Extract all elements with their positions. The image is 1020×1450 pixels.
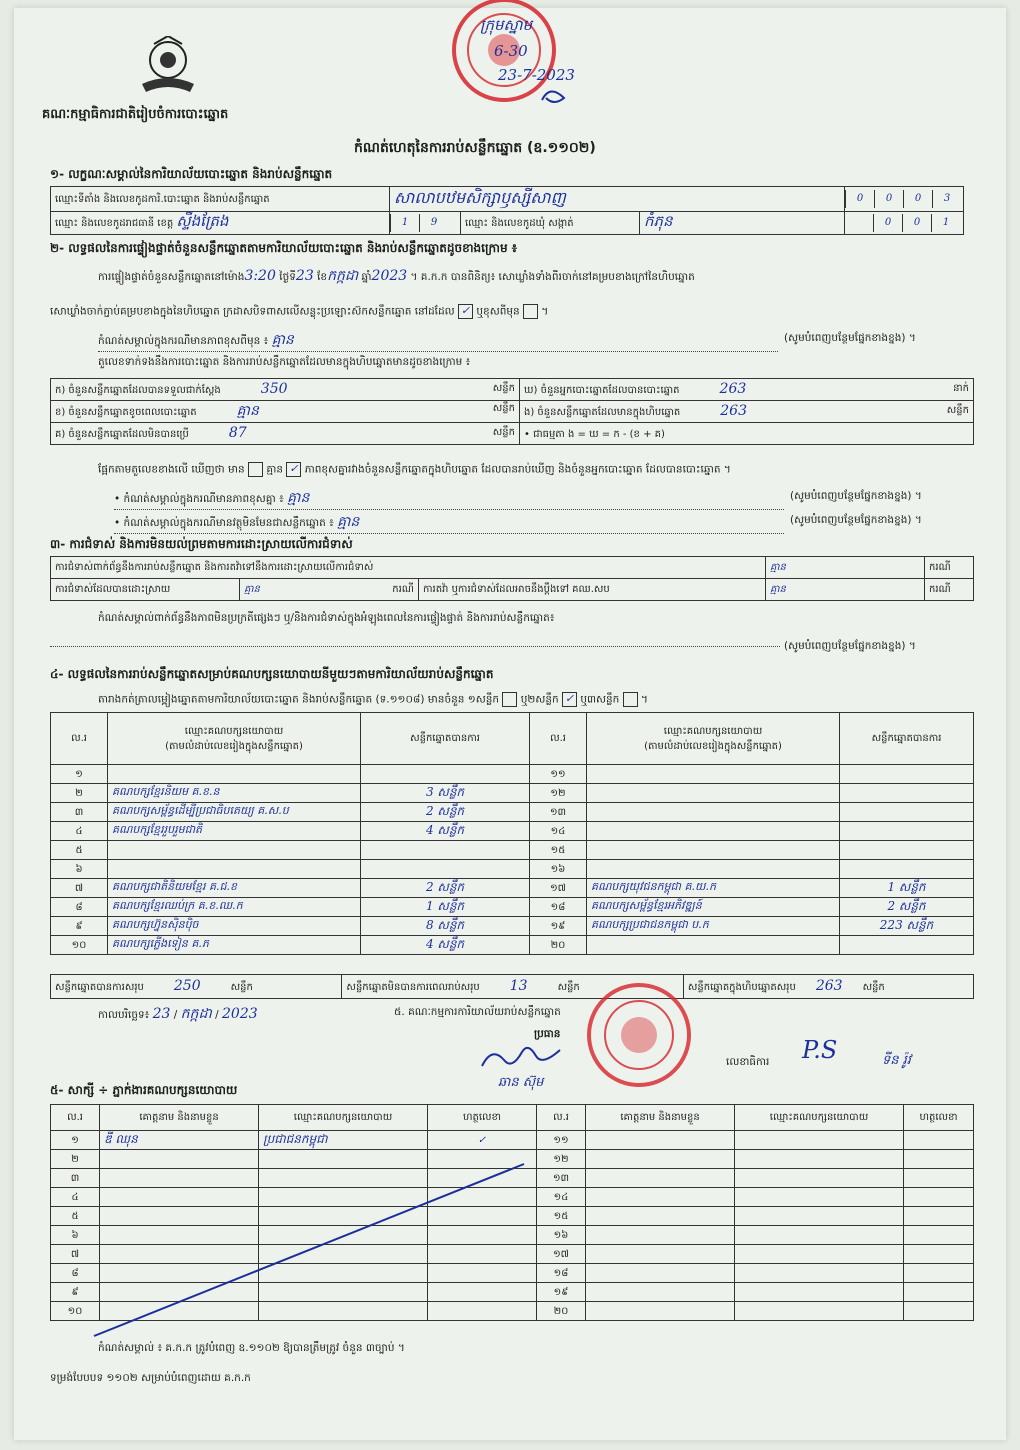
witness-signature [904, 1283, 974, 1302]
row-number: ១៨ [537, 1264, 586, 1283]
party-votes [840, 803, 974, 822]
row-number: ១៨ [530, 898, 587, 917]
code-digit: 1 [390, 214, 419, 232]
check-month: កក្កដា [327, 268, 359, 284]
count-left-cell [51, 423, 520, 445]
row-number: ១៤ [530, 822, 587, 841]
compare-line [98, 462, 978, 479]
date-month: កក្កដា [180, 1006, 212, 1022]
witness-name [586, 1226, 735, 1245]
emblem-icon [132, 36, 204, 98]
col-name: គោត្តនាម និងនាមខ្លួន [100, 1105, 259, 1131]
party-votes [840, 765, 974, 784]
code-digit: 0 [903, 190, 932, 208]
three-sheet-checkbox[interactable] [623, 692, 638, 707]
row-number: ១៩ [537, 1283, 586, 1302]
location-value: សាលាបឋមសិក្សាឫស្សីសាញ [394, 188, 566, 207]
row-number: ១៣ [537, 1169, 586, 1188]
row-number: ៦ [51, 860, 108, 879]
witness-signature [904, 1245, 974, 1264]
party-votes: 4 សន្លឹក [361, 822, 530, 841]
witness-party [735, 1283, 904, 1302]
count-row [51, 379, 974, 401]
count-unit: សន្លឹក [492, 383, 515, 394]
code-digit: 9 [419, 214, 448, 232]
row-number: ១០ [51, 936, 108, 955]
date-label: កាលបរិច្ឆេទ៖ [98, 1009, 150, 1021]
form-footer: ទម្រង់បែបបទ ១១០២ សម្រាប់បំពេញដោយ គ.ក.ក [50, 1372, 251, 1384]
location-code [845, 187, 964, 212]
note-label: កំណត់សម្គាល់ក្នុងករណីមានភាពខុសពីមុន ៖ [98, 335, 269, 347]
party-name: គណបក្សភ្លើងទៀន គ.ភ [108, 936, 361, 955]
check-paragraph-line2: សោឃ្លាំងចាក់ភ្ជាប់គម្របខាងក្នុងនៃហិបឆ្នោត ក្រដាសបិទពាសលើសន្លុះប្រឡោះស៊កសន្លឹកឆ្នោត នៅដដែល ✓ ឬខុសពីមុន ។ [50, 304, 549, 318]
chair-label: ប្រធាន [534, 1028, 561, 1040]
col-no: ល.រ [537, 1105, 586, 1131]
party-votes: 1 សន្លឹក [361, 898, 530, 917]
party-name [587, 860, 840, 879]
row-number: ១៦ [537, 1226, 586, 1245]
para-text: តារាងកត់ត្រាលម្អៀងឆ្នោតតាមការិយាល័យបោះឆ្នោត និងរាប់សន្លឹកឆ្នោត (ទ.១១០៨) មានចំនួន ១សន្លឹក [98, 693, 500, 706]
party-name [587, 765, 840, 784]
party-votes [840, 822, 974, 841]
difference-note-2 [114, 488, 784, 510]
party-name: គណបក្សប្រជាជនកម្ពុជា ប.ក [587, 917, 840, 936]
col-party-sub: (តាមលំដាប់លេខរៀងក្នុងសន្លឹកឆ្នោត) [644, 740, 782, 752]
changed-checkbox[interactable] [523, 304, 538, 319]
party-row [51, 879, 974, 898]
totals-row [50, 974, 974, 999]
section1-table [50, 186, 964, 235]
row-number: ២ [51, 784, 108, 803]
party-votes [361, 765, 530, 784]
chair-signature-icon [478, 1044, 568, 1074]
section3-heading: ៣- ការជំទាស់ និងការមិនយល់ព្រមតាមការដោះស្រាយលើការជំទាស់ [50, 537, 353, 551]
code-digit: 1 [931, 214, 960, 232]
code-digit: 0 [902, 214, 931, 232]
col-no: ល.រ [51, 713, 108, 765]
party-name [108, 841, 361, 860]
para-text: ផ្អែកតាមតួលេខខាងលើ ឃើញថា មាន [98, 463, 245, 476]
row-number: ៣ [51, 803, 108, 822]
count-label: ង) ចំនួនសន្លឹកឆ្នោតដែលមានក្នុងហិបឆ្នោត [524, 407, 681, 418]
party-name: គណបក្សសម្ព័ន្ធដើម្បីប្រជាធិបតេយ្យ គ.ស.ប [108, 803, 361, 822]
party-row [51, 841, 974, 860]
col-party-sub: (តាមលំដាប់លេខរៀងក្នុងសន្លឹកឆ្នោត) [165, 740, 303, 752]
section2-heading: ២- លទ្ធផលនៃការផ្ទៀងផ្ទាត់ចំនួនសន្លឹកឆ្នោតតាមការិយាល័យបោះឆ្នោត និងរាប់សន្លឹកឆ្នោតដូចខាងក្រោម ៖ [50, 241, 518, 255]
total-box-label: សន្លឹកឆ្នោតក្នុងហិបឆ្នោតសរុប [687, 982, 796, 993]
appeal-value: គ្មាន [766, 579, 925, 601]
row-number: ៨ [51, 1264, 100, 1283]
col-party: ឈ្មោះគណបក្សនយោបាយ [259, 1105, 428, 1131]
count-label: • ជាធម្មតា ង = ឃ = ក - (ខ + គ) [524, 429, 665, 440]
witness-party [735, 1264, 904, 1283]
witness-name [586, 1264, 735, 1283]
col-votes: សន្លឹកឆ្នោតបានការ [361, 713, 530, 765]
note-label: • កំណត់សម្គាល់ក្នុងករណីមានភាពខុសគ្នា ៖ [114, 493, 284, 505]
case-unit: ករណី [925, 579, 974, 601]
chair-name: ឆាន ស៊ុម [498, 1075, 544, 1090]
check-paragraph [98, 266, 978, 287]
party-name: គណបក្សជាតិនិយមខ្មែរ គ.ជ.ខ [108, 879, 361, 898]
count-label: គ) ចំនួនសន្លឹកឆ្នោតដែលមិនបានប្រើ [55, 429, 189, 440]
count-row [51, 401, 974, 423]
witness-signature [904, 1188, 974, 1207]
foreign-object-note [114, 512, 784, 534]
complaints-table [50, 556, 974, 601]
code-digit: 3 [932, 190, 961, 208]
section4-heading: ៤- លទ្ធផលនៃការរាប់សន្លឹកឆ្នោតសម្រាប់គណបក្សនយោបាយនីមួយៗតាមការិយាល័យរាប់សន្លឹកឆ្នោត [50, 667, 494, 681]
party-votes: 2 សន្លឹក [361, 879, 530, 898]
witness-signature: ✓ [428, 1131, 537, 1150]
party-votes: 8 សន្លឹក [361, 917, 530, 936]
witness-signature [904, 1226, 974, 1245]
party-votes [840, 841, 974, 860]
count-left-cell [51, 401, 520, 423]
commune-code [845, 212, 964, 235]
col-party-title: ឈ្មោះគណបក្សនយោបាយ [184, 725, 284, 737]
strike-line-icon [90, 1158, 530, 1338]
count-right-cell [520, 379, 974, 401]
row-number: ៧ [51, 879, 108, 898]
col-party: ឈ្មោះគណបក្សនយោបាយ [735, 1105, 904, 1131]
col-party [108, 713, 361, 765]
witness-name [586, 1207, 735, 1226]
complaint-value: គ្មាន [766, 557, 925, 579]
row-number: ១៧ [530, 879, 587, 898]
sheet-unit: សន្លឹក [230, 982, 253, 993]
witness-row [51, 1131, 974, 1150]
sheet-unit: សន្លឹក [862, 982, 885, 993]
code-digit: 0 [845, 190, 874, 208]
row-number: ១១ [537, 1131, 586, 1150]
note-value: គ្មាន [337, 514, 360, 530]
province-label: ឈ្មោះ និងលេខកូដរាជធានី ខេត្ត [55, 218, 174, 229]
resolved-value: គ្មាន [244, 584, 260, 595]
appeal-label: ការតវ៉ា ឬការជំទាស់ដែលអាចនឹងប្ដឹងទៅ គឈ.សប [419, 579, 766, 601]
party-row [51, 784, 974, 803]
party-row [51, 822, 974, 841]
row-number: ៥ [51, 1207, 100, 1226]
party-name: គណបក្សយុវជនកម្ពុជា គ.យ.ក [587, 879, 840, 898]
para-text: ។ គ.ក.ក បានពិនិត្យ៖ សោឃ្លាំងទាំងពីរចាក់នៅគម្របខាងក្រៅនៃហិបឆ្នោត [410, 271, 695, 283]
witness-name: ឌី ឈុន [100, 1131, 259, 1150]
row-number: ១៣ [530, 803, 587, 822]
witness-party [735, 1302, 904, 1321]
witness-name [586, 1302, 735, 1321]
table-intro: តួលេខទាក់ទងនឹងការបោះឆ្នោត និងការរាប់សន្លឹកឆ្នោតដែលមានក្នុងហិបឆ្នោតមានដូចខាងក្រោម ៖ [98, 356, 471, 368]
count-unit: សន្លឹក [492, 427, 515, 438]
row-number: ៥ [51, 841, 108, 860]
party-name [587, 822, 840, 841]
party-name: គណបក្សខ្មែររួបរួមជាតិ [108, 822, 361, 841]
form-sheet [14, 8, 1006, 1440]
party-name [108, 860, 361, 879]
col-name: គោត្តនាម និងនាមខ្លួន [586, 1105, 735, 1131]
check-day: 23 [295, 268, 314, 284]
total-box-value: 263 [815, 978, 843, 994]
row-number: ៨ [51, 898, 108, 917]
total-invalid-value: 13 [509, 978, 528, 994]
row-number: ២ [51, 1150, 100, 1169]
para-text: ថ្ងៃទី [279, 271, 296, 283]
date-day: 23 [152, 1006, 171, 1022]
count-value: 87 [228, 425, 247, 441]
count-value: 263 [720, 403, 747, 419]
count-label: ក) ចំនួនសន្លឹកឆ្នោតដែលបានទទួលជាក់ស្ដែង [55, 385, 221, 396]
para-text: ឬ៣សន្លឹក [580, 693, 620, 706]
witness-note: កំណត់សម្គាល់ ៖ គ.ក.ក ត្រូវបំពេញ ឧ.១១០២ ឱ្យបានត្រឹមត្រូវ ចំនួន ៣ច្បាប់ ។ [98, 1342, 405, 1354]
witness-signature [904, 1169, 974, 1188]
count-value: 263 [719, 381, 747, 397]
complaint-label: ការជំទាស់ពាក់ព័ន្ធនឹងការរាប់សន្លឹកឆ្នោត និងការតវ៉ាទៅនឹងការដោះស្រាយលើការជំទាស់ [51, 557, 766, 579]
party-votes: 3 សន្លឹក [361, 784, 530, 803]
secretary-initials: P.S [802, 1036, 838, 1064]
party-name [587, 784, 840, 803]
party-row [51, 860, 974, 879]
count-row [51, 423, 974, 445]
party-votes [361, 841, 530, 860]
count-value [665, 425, 745, 441]
count-label: ឃ) ចំនួនអ្នកបោះឆ្នោតដែលបានបោះឆ្នោត [524, 385, 680, 396]
party-votes: 223 សន្លឹក [840, 917, 974, 936]
secretary-label: លេខាធិការ [726, 1056, 770, 1068]
party-row [51, 898, 974, 917]
stamp-note-3: 23-7-2023 [498, 66, 575, 84]
row-number: ១២ [530, 784, 587, 803]
row-number: ៣ [51, 1169, 100, 1188]
party-row [51, 803, 974, 822]
case-unit: ករណី [392, 584, 414, 595]
code-digit: 0 [874, 190, 903, 208]
total-valid-label: សន្លឹកឆ្នោតបានការសរុប [55, 982, 144, 993]
witness-signature [904, 1264, 974, 1283]
party-row [51, 917, 974, 936]
row-number: ៩ [51, 917, 108, 936]
party-votes: 2 សន្លឹក [361, 803, 530, 822]
committee-signatures-label: ៥. គណៈកម្មការការិយាល័យរាប់សន្លឹកឆ្នោត [394, 1006, 561, 1018]
party-name: គណបក្សសម្ព័ន្ធខ្មែរអភិវឌ្ឍន៍ [587, 898, 840, 917]
witness-party [735, 1226, 904, 1245]
row-number: ១១ [530, 765, 587, 784]
witness-signature [904, 1150, 974, 1169]
party-name [108, 765, 361, 784]
witness-signature [904, 1207, 974, 1226]
fill-hint: (សូមបំពេញបន្ថែមផ្នែកខាងខ្នង) ។ [784, 640, 916, 652]
witness-name [586, 1188, 735, 1207]
witness-name [586, 1283, 735, 1302]
party-name: គណបក្សហ្វ៊ុនស៊ិនប៉ិច [108, 917, 361, 936]
location-label: ឈ្មោះទីតាំង និងលេខកូដការិ.បោះឆ្នោត និងរាប់សន្លឹកឆ្នោត [51, 187, 390, 212]
party-row [51, 765, 974, 784]
total-invalid-label: សន្លឹកឆ្នោតមិនបានការពេលរាប់សរុប [346, 982, 480, 993]
two-sheet-checkbox[interactable]: ✓ [562, 692, 577, 707]
party-votes [840, 784, 974, 803]
check-time: 3:20 [244, 268, 276, 284]
party-name [587, 936, 840, 955]
count-left-cell [51, 379, 520, 401]
party-name: គណបក្សខ្មែរឈប់ក្រ គ.ខ.ឈ.ក [108, 898, 361, 917]
fill-hint: (សូមបំពេញបន្ថែមផ្នែកខាងខ្នង) ។ [784, 332, 916, 344]
date-year: 2023 [222, 1006, 258, 1022]
count-unit: សន្លឹក [946, 405, 969, 416]
party-results-table [50, 712, 974, 955]
count-right-cell [520, 401, 974, 423]
note-value: គ្មាន [271, 332, 294, 348]
irregularity-note: កំណត់សម្គាល់ពាក់ព័ន្ធនឹងភាពមិនប្រក្រតីផ្សេងៗ ឬ/និងការជំទាស់ក្នុងអំឡុងពេលនៃការផ្ទៀងផ្ទាត់ និងការរាប់សន្លឹកឆ្នោត៖ [98, 612, 555, 624]
row-number: ៧ [51, 1245, 100, 1264]
witness-party [735, 1188, 904, 1207]
row-number: ១២ [537, 1150, 586, 1169]
form-title: កំណត់ហេតុនៃការរាប់សន្លឹកឆ្នោត (ឧ.១១០២) [354, 140, 596, 156]
section5-heading: ៥- សាក្សី ÷ ភ្នាក់ងារគណបក្សនយោបាយ [50, 1083, 238, 1097]
witness-name [586, 1245, 735, 1264]
row-number: ១៦ [530, 860, 587, 879]
note-value: គ្មាន [287, 490, 310, 506]
count-right-cell [520, 423, 974, 445]
col-no: ល.រ [530, 713, 587, 765]
witness-party: ប្រជាជនកម្ពុជា [259, 1131, 428, 1150]
section1-heading: ១- លក្ខណៈសម្គាល់នៃការិយាល័យបោះឆ្នោត និងរាប់សន្លឹកឆ្នោត [50, 167, 333, 181]
row-number: ៤ [51, 1188, 100, 1207]
province-value: ស្ទឹងត្រែង [176, 212, 229, 230]
row-number: ១ [51, 765, 108, 784]
para-text: ការផ្ទៀងផ្ទាត់ចំនួនសន្លឹកឆ្នោតនៅម៉ោង [98, 271, 245, 283]
case-unit: ករណី [925, 557, 974, 579]
witness-name [586, 1131, 735, 1150]
row-number: ១០ [51, 1302, 100, 1321]
party-votes: 1 សន្លឹក [840, 879, 974, 898]
witness-party [735, 1131, 904, 1150]
col-party [587, 713, 840, 765]
committee-name: គណៈកម្មាធិការជាតិរៀបចំការបោះឆ្នោត [42, 107, 229, 122]
commune-value: កំភុន [640, 212, 845, 235]
fill-hint: (សូមបំពេញបន្ថែមផ្នែកខាងខ្នង) ។ [790, 514, 922, 526]
code-digit: 0 [873, 214, 902, 232]
party-votes [840, 936, 974, 955]
para-text: ឆ្នាំ [361, 271, 372, 283]
count-value: 350 [260, 381, 288, 397]
count-unit: នាក់ [953, 383, 969, 394]
count-value: គ្មាន [236, 403, 259, 419]
signing-date: កាលបរិច្ឆេទ៖ 23 / កក្កដា / 2023 [98, 1006, 258, 1022]
row-number: ១៧ [537, 1245, 586, 1264]
commune-label: ឈ្មោះ និងលេខកូដឃុំ សង្កាត់ [461, 212, 640, 235]
total-valid-value: 250 [173, 978, 201, 994]
witness-signature [904, 1131, 974, 1150]
party-votes: 4 សន្លឹក [361, 936, 530, 955]
row-number: ១៤ [537, 1188, 586, 1207]
row-number: ១ [51, 1131, 100, 1150]
party-votes [840, 860, 974, 879]
witness-party [735, 1245, 904, 1264]
committee-stamp-icon [574, 980, 704, 1090]
check-year: 2023 [371, 268, 408, 284]
party-votes [361, 860, 530, 879]
col-votes: សន្លឹកឆ្នោតបានការ [840, 713, 974, 765]
sheet-unit: សន្លឹក [557, 982, 580, 993]
witness-party [735, 1150, 904, 1169]
province-code [390, 212, 461, 235]
stamp-note-1: ក្រុមស្នាម [480, 16, 533, 34]
row-number: ២០ [530, 936, 587, 955]
secretary-name: ទីន រ៉ូវ [882, 1053, 911, 1068]
stamp-note-2: 6-30 [494, 42, 528, 60]
witness-name [586, 1169, 735, 1188]
row-number: ៩ [51, 1283, 100, 1302]
para-text: ខែ [317, 271, 328, 283]
party-name [587, 803, 840, 822]
difference-note [98, 330, 778, 352]
para-text: គ្មាន [266, 463, 284, 476]
col-no: ល.រ [51, 1105, 100, 1131]
tally-sheet-count: តារាងកត់ត្រាលម្អៀងឆ្នោតតាមការិយាល័យបោះឆ្នោត និងរាប់សន្លឹកឆ្នោត (ទ.១១០៨) មានចំនួន ១សន្លឹក ឬ២សន្លឹក ✓ ឬ៣សន្លឹក ។ [98, 692, 648, 706]
witness-name [586, 1150, 735, 1169]
count-label: ខ) ចំនួនសន្លឹកឆ្នោតខូចពេលបោះឆ្នោត [55, 407, 197, 418]
irregularity-note-line [50, 646, 780, 647]
has-difference-checkbox[interactable] [248, 462, 263, 477]
one-sheet-checkbox[interactable] [502, 692, 517, 707]
row-number: ៤ [51, 822, 108, 841]
party-name: គណបក្សខ្មែរនិយម គ.ខ.ន [108, 784, 361, 803]
para-text: ឬ២សន្លឹក [520, 693, 559, 706]
no-difference-checkbox[interactable]: ✓ [286, 462, 301, 477]
row-number: ១៥ [530, 841, 587, 860]
row-number: ១៥ [537, 1207, 586, 1226]
para-text: ភាពខុសគ្នារវាងចំនួនសន្លឹកឆ្នោតក្នុងហិបឆ្នោត ដែលបានរាប់ឃើញ និងចំនួនអ្នកបោះឆ្នោត ដែលបានបោះឆ្នោត ។ [304, 463, 731, 476]
witness-signature [904, 1302, 974, 1321]
col-sign: ហត្ថលេខា [428, 1105, 537, 1131]
party-votes: 2 សន្លឹក [840, 898, 974, 917]
col-sign: ហត្ថលេខា [904, 1105, 974, 1131]
party-row [51, 936, 974, 955]
row-number: ១៩ [530, 917, 587, 936]
unchanged-checkbox[interactable]: ✓ [458, 304, 473, 319]
ballot-count-table [50, 378, 974, 445]
note-label: • កំណត់សម្គាល់ក្នុងករណីមានវត្ថុមិនមែនជាសន្លឹកឆ្នោត ៖ [114, 517, 334, 529]
col-party-title: ឈ្មោះគណបក្សនយោបាយ [663, 725, 763, 737]
party-name [587, 841, 840, 860]
para-text: ឬខុសពីមុន [476, 305, 520, 318]
count-unit: សន្លឹក [492, 403, 515, 414]
fill-hint: (សូមបំពេញបន្ថែមផ្នែកខាងខ្នង) ។ [790, 490, 922, 502]
witness-party [735, 1169, 904, 1188]
witness-party [735, 1207, 904, 1226]
para-text: សោឃ្លាំងចាក់ភ្ជាប់គម្របខាងក្នុងនៃហិបឆ្នោត ក្រដាសបិទពាសលើសន្លុះប្រឡោះស៊កសន្លឹកឆ្នោត នៅដដែល [50, 305, 455, 318]
row-number: ៦ [51, 1226, 100, 1245]
row-number: ២០ [537, 1302, 586, 1321]
resolved-label: ការជំទាស់ដែលបានដោះស្រាយ [51, 579, 240, 601]
